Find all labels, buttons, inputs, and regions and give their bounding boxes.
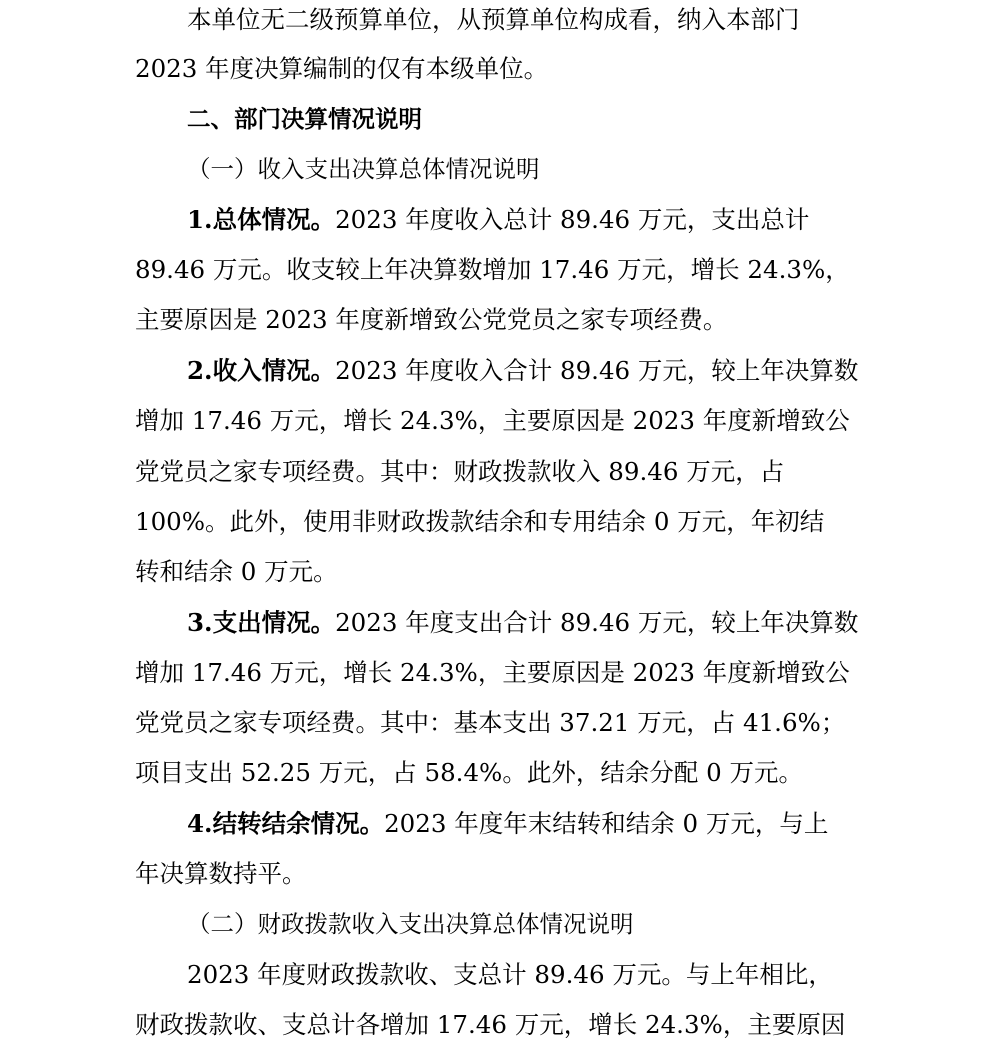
text: 2023 年度财政拨款收、支总计 89.46 万元。与上年相比， bbox=[187, 960, 833, 989]
text: 2023 年度支出合计 89.46 万元，较上年决算数 bbox=[335, 608, 859, 637]
bold-lead: 3.支出情况。 bbox=[187, 608, 336, 637]
text: 2023 年度年末结转和结余 0 万元，与上 bbox=[384, 809, 829, 838]
text: 项目支出 52.25 万元，占 58.4%。此外，结余分配 0 万元。 bbox=[135, 758, 803, 787]
text: 2023 年度收入合计 89.46 万元，较上年决算数 bbox=[335, 356, 859, 385]
paragraph-line bbox=[135, 49, 875, 89]
text: 年决算数持平。 bbox=[135, 859, 307, 888]
paragraph-line bbox=[187, 603, 875, 643]
text: 党党员之家专项经费。其中：基本支出 37.21 万元，占 41.6%； bbox=[135, 708, 846, 737]
text-group bbox=[187, 804, 828, 844]
paragraph-line bbox=[135, 401, 875, 441]
paragraph-line bbox=[135, 703, 875, 743]
text-group bbox=[187, 603, 858, 643]
subsection-heading bbox=[187, 904, 927, 944]
text: 财政拨款收、支总计各增加 17.46 万元，增长 24.3%，主要原因 bbox=[135, 1010, 846, 1039]
paragraph-line bbox=[187, 351, 875, 391]
subsection-heading bbox=[187, 149, 927, 189]
text-group bbox=[187, 351, 858, 391]
text: 主要原因是 2023 年度新增致公党党员之家专项经费。 bbox=[135, 305, 728, 334]
paragraph-line bbox=[135, 1005, 875, 1045]
heading-text: 二、部门决算情况说明 bbox=[187, 105, 422, 133]
paragraph-line bbox=[187, 0, 875, 40]
text: 2023 年度决算编制的仅有本级单位。 bbox=[135, 54, 549, 83]
bold-lead: 4.结转结余情况。 bbox=[187, 809, 385, 838]
section-heading bbox=[187, 99, 927, 139]
paragraph-line bbox=[135, 250, 875, 290]
paragraph-line bbox=[135, 300, 875, 340]
paragraph-line bbox=[135, 854, 875, 894]
text: 转和结余 0 万元。 bbox=[135, 557, 338, 586]
bold-lead: 2.收入情况。 bbox=[187, 356, 336, 385]
paragraph-line bbox=[187, 200, 875, 240]
bold-lead: 1.总体情况。 bbox=[187, 205, 336, 234]
paragraph-line bbox=[187, 955, 875, 995]
text-group bbox=[187, 200, 809, 240]
paragraph-line bbox=[135, 653, 875, 693]
paragraph-line bbox=[135, 753, 875, 793]
text: 增加 17.46 万元，增长 24.3%，主要原因是 2023 年度新增致公 bbox=[135, 406, 850, 435]
paragraph-line bbox=[135, 502, 875, 542]
text: 本单位无二级预算单位，从预算单位构成看，纳入本部门 bbox=[187, 5, 800, 34]
text: 2023 年度收入总计 89.46 万元，支出总计 bbox=[335, 205, 810, 234]
subheading-text: （二）财政拨款收入支出决算总体情况说明 bbox=[187, 910, 634, 938]
text: 党党员之家专项经费。其中：财政拨款收入 89.46 万元，占 bbox=[135, 457, 785, 486]
text: 增加 17.46 万元，增长 24.3%，主要原因是 2023 年度新增致公 bbox=[135, 658, 850, 687]
text: 100%。此外，使用非财政拨款结余和专用结余 0 万元，年初结 bbox=[135, 507, 825, 536]
paragraph-line bbox=[135, 452, 875, 492]
paragraph-line bbox=[187, 804, 875, 844]
paragraph-line bbox=[135, 552, 875, 592]
subheading-text: （一）收入支出决算总体情况说明 bbox=[187, 155, 540, 183]
text: 89.46 万元。收支较上年决算数增加 17.46 万元，增长 24.3%， bbox=[135, 255, 850, 284]
